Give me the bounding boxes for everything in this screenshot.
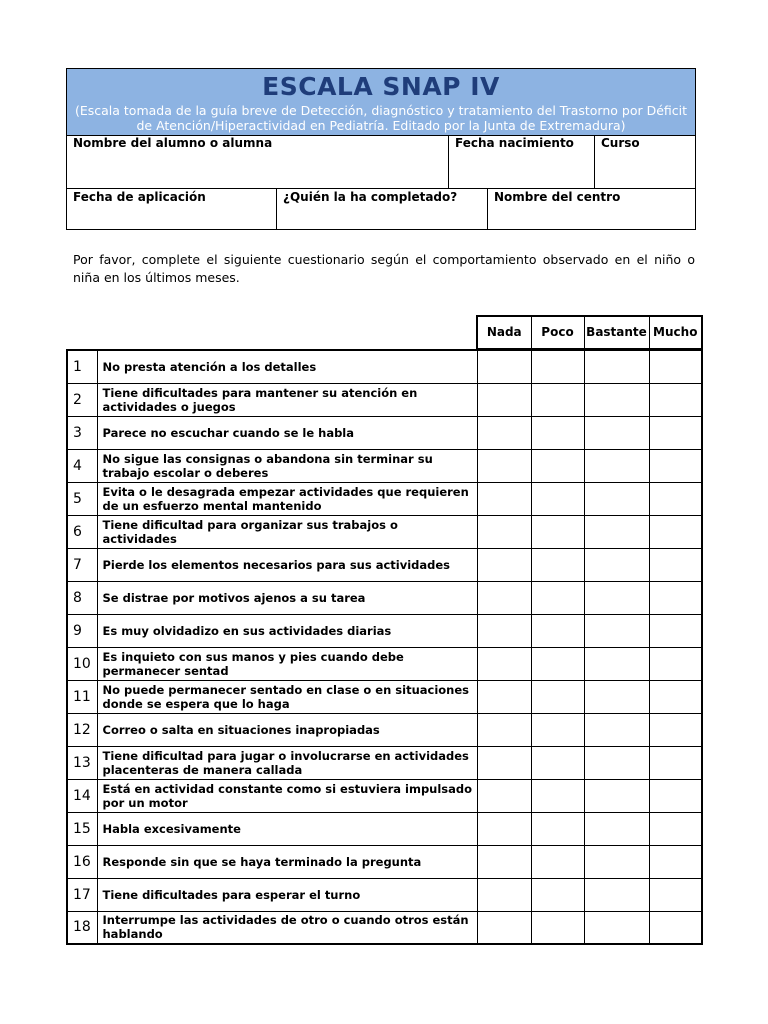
question-number: 3 bbox=[67, 416, 97, 449]
column-header-mucho: Mucho bbox=[649, 316, 702, 348]
column-header-row bbox=[67, 316, 702, 348]
answer-cell-bastante[interactable] bbox=[584, 647, 649, 680]
answer-cell-mucho[interactable] bbox=[649, 812, 702, 845]
answer-cell-poco[interactable] bbox=[531, 515, 584, 548]
question-text: Interrumpe las actividades de otro o cuando otros están hablando bbox=[97, 911, 477, 944]
answer-cell-nada[interactable] bbox=[477, 449, 531, 482]
question-text: Pierde los elementos necesarios para sus actividades bbox=[97, 548, 477, 581]
question-row bbox=[67, 746, 702, 779]
answer-cell-nada[interactable] bbox=[477, 713, 531, 746]
question-text: Parece no escuchar cuando se le habla bbox=[97, 416, 477, 449]
answer-cell-poco[interactable] bbox=[531, 812, 584, 845]
question-number: 14 bbox=[67, 779, 97, 812]
answer-cell-mucho[interactable] bbox=[649, 482, 702, 515]
question-text: No presta atención a los detalles bbox=[97, 350, 477, 383]
answer-cell-nada[interactable] bbox=[477, 878, 531, 911]
question-number: 11 bbox=[67, 680, 97, 713]
answer-cell-bastante[interactable] bbox=[584, 779, 649, 812]
answer-cell-mucho[interactable] bbox=[649, 614, 702, 647]
answer-cell-mucho[interactable] bbox=[649, 350, 702, 383]
answer-cell-mucho[interactable] bbox=[649, 548, 702, 581]
answer-cell-bastante[interactable] bbox=[584, 878, 649, 911]
answer-cell-poco[interactable] bbox=[531, 647, 584, 680]
answer-cell-bastante[interactable] bbox=[584, 416, 649, 449]
answer-cell-poco[interactable] bbox=[531, 548, 584, 581]
answer-cell-nada[interactable] bbox=[477, 614, 531, 647]
question-text: No sigue las consignas o abandona sin terminar su trabajo escolar o deberes bbox=[97, 449, 477, 482]
answer-cell-bastante[interactable] bbox=[584, 680, 649, 713]
question-text: Es muy olvidadizo en sus actividades diarias bbox=[97, 614, 477, 647]
answer-cell-mucho[interactable] bbox=[649, 746, 702, 779]
answer-cell-mucho[interactable] bbox=[649, 845, 702, 878]
answer-cell-poco[interactable] bbox=[531, 845, 584, 878]
question-number: 9 bbox=[67, 614, 97, 647]
answer-cell-nada[interactable] bbox=[477, 647, 531, 680]
answer-cell-bastante[interactable] bbox=[584, 713, 649, 746]
question-row bbox=[67, 383, 702, 416]
answer-cell-bastante[interactable] bbox=[584, 548, 649, 581]
answer-cell-mucho[interactable] bbox=[649, 713, 702, 746]
answer-cell-bastante[interactable] bbox=[584, 845, 649, 878]
answer-cell-bastante[interactable] bbox=[584, 482, 649, 515]
question-number: 15 bbox=[67, 812, 97, 845]
question-text: Responde sin que se haya terminado la pregunta bbox=[97, 845, 477, 878]
answer-cell-mucho[interactable] bbox=[649, 680, 702, 713]
answer-cell-bastante[interactable] bbox=[584, 581, 649, 614]
question-number: 2 bbox=[67, 383, 97, 416]
page-title: ESCALA SNAP IV bbox=[262, 72, 500, 101]
answer-cell-mucho[interactable] bbox=[649, 449, 702, 482]
answer-cell-mucho[interactable] bbox=[649, 515, 702, 548]
completed-by-field[interactable] bbox=[277, 189, 488, 229]
question-text: Es inquieto con sus manos y pies cuando debe permanecer sentad bbox=[97, 647, 477, 680]
question-number: 6 bbox=[67, 515, 97, 548]
answer-cell-mucho[interactable] bbox=[649, 581, 702, 614]
answer-cell-poco[interactable] bbox=[531, 449, 584, 482]
form-header bbox=[66, 68, 696, 230]
question-number: 12 bbox=[67, 713, 97, 746]
question-row bbox=[67, 845, 702, 878]
question-row bbox=[67, 878, 702, 911]
answer-cell-poco[interactable] bbox=[531, 911, 584, 944]
application-date-field[interactable] bbox=[67, 189, 277, 229]
question-number: 7 bbox=[67, 548, 97, 581]
title-banner bbox=[67, 69, 695, 136]
answer-cell-bastante[interactable] bbox=[584, 614, 649, 647]
birth-date-label: Fecha nacimiento bbox=[455, 136, 574, 150]
question-row bbox=[67, 713, 702, 746]
column-header-bastante: Bastante bbox=[584, 316, 649, 348]
question-row bbox=[67, 779, 702, 812]
question-text: Tiene dificultades para mantener su atención en actividades o juegos bbox=[97, 383, 477, 416]
question-text: Tiene dificultad para organizar sus trabajos o actividades bbox=[97, 515, 477, 548]
answer-cell-bastante[interactable] bbox=[584, 383, 649, 416]
answer-cell-nada[interactable] bbox=[477, 383, 531, 416]
question-text: Tiene dificultades para esperar el turno bbox=[97, 878, 477, 911]
column-header-poco: Poco bbox=[531, 316, 584, 348]
answer-cell-nada[interactable] bbox=[477, 482, 531, 515]
question-row bbox=[67, 680, 702, 713]
answer-cell-mucho[interactable] bbox=[649, 383, 702, 416]
student-name-label: Nombre del alumno o alumna bbox=[73, 136, 273, 150]
answer-cell-nada[interactable] bbox=[477, 911, 531, 944]
question-number: 13 bbox=[67, 746, 97, 779]
answer-cell-poco[interactable] bbox=[531, 416, 584, 449]
answer-cell-poco[interactable] bbox=[531, 680, 584, 713]
answer-cell-poco[interactable] bbox=[531, 746, 584, 779]
answer-cell-nada[interactable] bbox=[477, 350, 531, 383]
answer-cell-nada[interactable] bbox=[477, 515, 531, 548]
question-row bbox=[67, 416, 702, 449]
questionnaire-body bbox=[67, 348, 702, 944]
answer-cell-poco[interactable] bbox=[531, 614, 584, 647]
question-number: 5 bbox=[67, 482, 97, 515]
question-row bbox=[67, 812, 702, 845]
answer-cell-mucho[interactable] bbox=[649, 779, 702, 812]
answer-cell-nada[interactable] bbox=[477, 812, 531, 845]
answer-cell-mucho[interactable] bbox=[649, 647, 702, 680]
answer-cell-nada[interactable] bbox=[477, 779, 531, 812]
answer-cell-mucho[interactable] bbox=[649, 911, 702, 944]
question-text: Tiene dificultad para jugar o involucrarse en actividades placenteras de manera callada bbox=[97, 746, 477, 779]
completed-by-label: ¿Quién la ha completado? bbox=[283, 190, 458, 204]
question-row bbox=[67, 449, 702, 482]
answer-cell-poco[interactable] bbox=[531, 482, 584, 515]
course-field[interactable] bbox=[595, 135, 695, 189]
answer-cell-bastante[interactable] bbox=[584, 449, 649, 482]
course-label: Curso bbox=[601, 136, 640, 150]
question-text: Evita o le desagrada empezar actividades que requieren de un esfuerzo mental mantenido bbox=[97, 482, 477, 515]
question-number: 16 bbox=[67, 845, 97, 878]
answer-cell-bastante[interactable] bbox=[584, 911, 649, 944]
answer-cell-nada[interactable] bbox=[477, 680, 531, 713]
question-number: 17 bbox=[67, 878, 97, 911]
application-date-label: Fecha de aplicación bbox=[73, 190, 206, 204]
answer-cell-nada[interactable] bbox=[477, 548, 531, 581]
answer-cell-poco[interactable] bbox=[531, 878, 584, 911]
questionnaire-table bbox=[66, 315, 703, 945]
question-text: No puede permanecer sentado en clase o en situaciones donde se espera que lo haga bbox=[97, 680, 477, 713]
answer-cell-poco[interactable] bbox=[531, 779, 584, 812]
answer-cell-nada[interactable] bbox=[477, 581, 531, 614]
question-row bbox=[67, 581, 702, 614]
question-number: 4 bbox=[67, 449, 97, 482]
question-row bbox=[67, 515, 702, 548]
question-row bbox=[67, 350, 702, 383]
question-number: 8 bbox=[67, 581, 97, 614]
answer-cell-mucho[interactable] bbox=[649, 878, 702, 911]
instructions-text: Por favor, complete el siguiente cuestionario según el comportamiento observado en el niño o niña en los últimos meses. bbox=[73, 252, 695, 285]
question-row bbox=[67, 614, 702, 647]
answer-cell-mucho[interactable] bbox=[649, 416, 702, 449]
page-subtitle: (Escala tomada de la guía breve de Detección, diagnóstico y tratamiento del Trastorno por Déficit de Atención/Hiperactividad en Pediatría. Editado por la Junta de Extremadura) bbox=[74, 103, 688, 133]
answer-cell-nada[interactable] bbox=[477, 416, 531, 449]
question-number: 1 bbox=[67, 350, 97, 383]
question-row bbox=[67, 548, 702, 581]
question-text: Se distrae por motivos ajenos a su tarea bbox=[97, 581, 477, 614]
answer-cell-bastante[interactable] bbox=[584, 515, 649, 548]
school-name-label: Nombre del centro bbox=[494, 190, 621, 204]
answer-cell-poco[interactable] bbox=[531, 713, 584, 746]
question-row bbox=[67, 911, 702, 944]
question-number: 10 bbox=[67, 647, 97, 680]
question-row bbox=[67, 647, 702, 680]
question-row bbox=[67, 482, 702, 515]
answer-cell-poco[interactable] bbox=[531, 383, 584, 416]
answer-cell-nada[interactable] bbox=[477, 845, 531, 878]
birth-date-field[interactable] bbox=[449, 135, 595, 189]
answer-cell-bastante[interactable] bbox=[584, 812, 649, 845]
answer-cell-poco[interactable] bbox=[531, 581, 584, 614]
question-text: Correo o salta en situaciones inapropiadas bbox=[97, 713, 477, 746]
question-number: 18 bbox=[67, 911, 97, 944]
answer-cell-bastante[interactable] bbox=[584, 746, 649, 779]
school-name-field[interactable] bbox=[488, 189, 695, 229]
column-header-nada: Nada bbox=[477, 316, 531, 348]
answer-cell-nada[interactable] bbox=[477, 746, 531, 779]
question-text: Está en actividad constante como si estuviera impulsado por un motor bbox=[97, 779, 477, 812]
question-text: Habla excesivamente bbox=[97, 812, 477, 845]
answer-cell-bastante[interactable] bbox=[584, 350, 649, 383]
answer-cell-poco[interactable] bbox=[531, 350, 584, 383]
student-name-field[interactable] bbox=[67, 135, 449, 189]
